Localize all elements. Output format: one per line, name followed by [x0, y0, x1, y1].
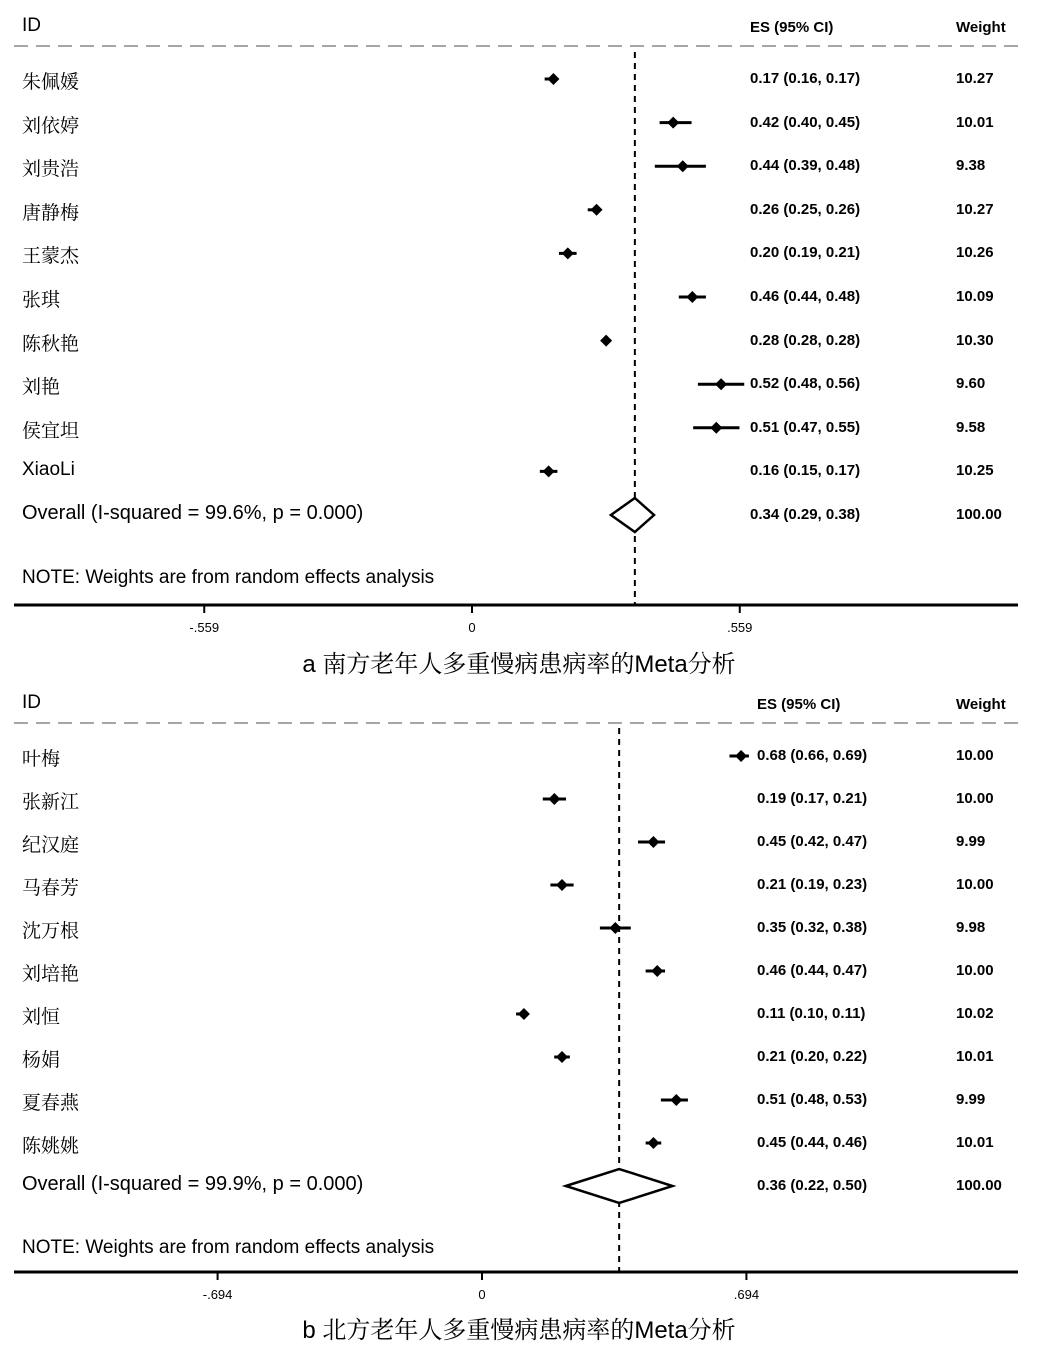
study-point	[647, 836, 659, 848]
study-label: 唐静梅	[22, 201, 80, 224]
x-tick-label: -.559	[189, 620, 220, 635]
column-header-id: ID	[22, 692, 41, 713]
column-header-weight: Weight	[956, 696, 1006, 713]
overall-diamond	[566, 1169, 673, 1203]
study-weight: 10.30	[956, 331, 994, 349]
x-tick-label: .694	[733, 1287, 760, 1302]
study-weight: 10.00	[956, 747, 994, 764]
study-label: 刘艳	[22, 376, 61, 399]
study-es-ci: 0.46 (0.44, 0.47)	[757, 962, 868, 979]
study-es-ci: 0.45 (0.44, 0.46)	[757, 1134, 868, 1151]
study-point	[556, 1051, 568, 1063]
study-es-ci: 0.51 (0.48, 0.53)	[757, 1091, 868, 1108]
study-label: 侯宜坦	[22, 419, 80, 442]
forest-plot-north	[0, 680, 1038, 1348]
study-es-ci: 0.51 (0.47, 0.55)	[750, 418, 861, 436]
study-point	[591, 204, 603, 216]
study-weight: 10.09	[956, 288, 994, 305]
study-label: 叶梅	[22, 748, 61, 770]
column-header-weight: Weight	[956, 19, 1006, 36]
overall-label: Overall (I-squared = 99.6%, p = 0.000)	[22, 502, 364, 524]
study-weight: 10.00	[956, 876, 994, 893]
study-point	[518, 1008, 530, 1020]
column-header-es: ES (95% CI)	[750, 19, 834, 36]
figure-caption: a 南方老年人多重慢病患病率的Meta分析	[302, 651, 736, 678]
study-weight: 9.99	[956, 1091, 986, 1108]
overall-es-ci: 0.36 (0.22, 0.50)	[757, 1177, 868, 1194]
study-weight: 10.27	[956, 70, 994, 87]
study-label: 杨娟	[22, 1049, 61, 1071]
study-point	[735, 750, 747, 762]
study-es-ci: 0.17 (0.16, 0.17)	[750, 70, 861, 87]
study-label: 张新江	[22, 791, 80, 813]
overall-label: Overall (I-squared = 99.9%, p = 0.000)	[22, 1173, 364, 1195]
study-es-ci: 0.44 (0.39, 0.48)	[750, 157, 861, 175]
study-point	[715, 378, 727, 390]
study-label: 刘恒	[22, 1006, 61, 1028]
study-es-ci: 0.19 (0.17, 0.21)	[757, 790, 868, 807]
study-es-ci: 0.21 (0.20, 0.22)	[757, 1048, 868, 1065]
study-label: 马春芳	[22, 877, 80, 899]
study-weight: 10.27	[956, 200, 994, 218]
study-weight: 9.60	[956, 375, 986, 393]
x-tick-label: 0	[478, 1287, 486, 1302]
study-point	[600, 335, 612, 347]
study-weight: 10.00	[956, 962, 994, 979]
study-weight: 10.01	[956, 113, 994, 131]
overall-weight: 100.00	[956, 506, 1002, 523]
study-es-ci: 0.52 (0.48, 0.56)	[750, 375, 861, 393]
overall-es-ci: 0.34 (0.29, 0.38)	[750, 506, 861, 523]
study-point	[547, 73, 559, 85]
weights-note: NOTE: Weights are from random effects analysis	[22, 1237, 435, 1258]
study-label: 夏春燕	[22, 1092, 80, 1114]
study-es-ci: 0.21 (0.19, 0.23)	[757, 876, 868, 893]
study-point	[651, 965, 663, 977]
study-es-ci: 0.26 (0.25, 0.26)	[750, 200, 861, 218]
figure-caption: b 北方老年人多重慢病患病率的Meta分析	[302, 1317, 736, 1344]
study-point	[710, 422, 722, 434]
study-weight: 10.01	[956, 1048, 994, 1065]
study-label: 朱佩媛	[22, 71, 80, 93]
study-label: 陈秋艳	[22, 332, 80, 355]
study-point	[548, 793, 560, 805]
study-weight: 10.25	[956, 462, 994, 480]
study-es-ci: 0.68 (0.66, 0.69)	[757, 747, 868, 764]
study-weight: 9.58	[956, 418, 986, 436]
study-weight: 9.38	[956, 157, 986, 175]
study-es-ci: 0.42 (0.40, 0.45)	[750, 113, 861, 131]
study-es-ci: 0.45 (0.42, 0.47)	[757, 833, 868, 850]
x-tick-label: .559	[727, 620, 753, 635]
study-es-ci: 0.16 (0.15, 0.17)	[750, 462, 861, 480]
overall-weight: 100.00	[956, 1177, 1002, 1194]
study-point	[556, 879, 568, 891]
overall-diamond	[611, 498, 654, 532]
study-weight: 10.26	[956, 244, 994, 262]
column-header-id: ID	[22, 15, 41, 36]
study-es-ci: 0.11 (0.10, 0.11)	[757, 1005, 866, 1022]
study-weight: 9.98	[956, 919, 986, 936]
study-weight: 9.99	[956, 833, 986, 850]
column-header-es: ES (95% CI)	[757, 696, 841, 713]
study-weight: 10.01	[956, 1134, 994, 1151]
x-tick-label: 0	[468, 620, 476, 635]
study-label: 陈姚姚	[22, 1135, 80, 1157]
study-label: 王蒙杰	[22, 245, 80, 268]
study-point	[543, 465, 555, 477]
study-point	[686, 291, 698, 303]
study-label: 沈万根	[22, 920, 80, 942]
study-label: 刘依婷	[22, 114, 80, 137]
study-point	[647, 1137, 659, 1149]
study-label: 刘贵浩	[22, 158, 80, 181]
study-es-ci: 0.35 (0.32, 0.38)	[757, 919, 868, 936]
study-point	[670, 1094, 682, 1106]
weights-note: NOTE: Weights are from random effects analysis	[22, 567, 435, 588]
study-label: 张琪	[22, 289, 61, 311]
study-label: XiaoLi	[22, 459, 75, 481]
study-label: 纪汉庭	[22, 834, 80, 856]
study-weight: 10.02	[956, 1005, 994, 1022]
study-point	[562, 247, 574, 259]
x-tick-label: -.694	[202, 1287, 233, 1302]
study-es-ci: 0.28 (0.28, 0.28)	[750, 331, 861, 349]
study-weight: 10.00	[956, 790, 994, 807]
study-point	[677, 160, 689, 172]
study-label: 刘培艳	[22, 963, 80, 985]
study-es-ci: 0.20 (0.19, 0.21)	[750, 244, 861, 262]
study-point	[667, 117, 679, 129]
study-es-ci: 0.46 (0.44, 0.48)	[750, 288, 861, 305]
study-point	[609, 922, 621, 934]
